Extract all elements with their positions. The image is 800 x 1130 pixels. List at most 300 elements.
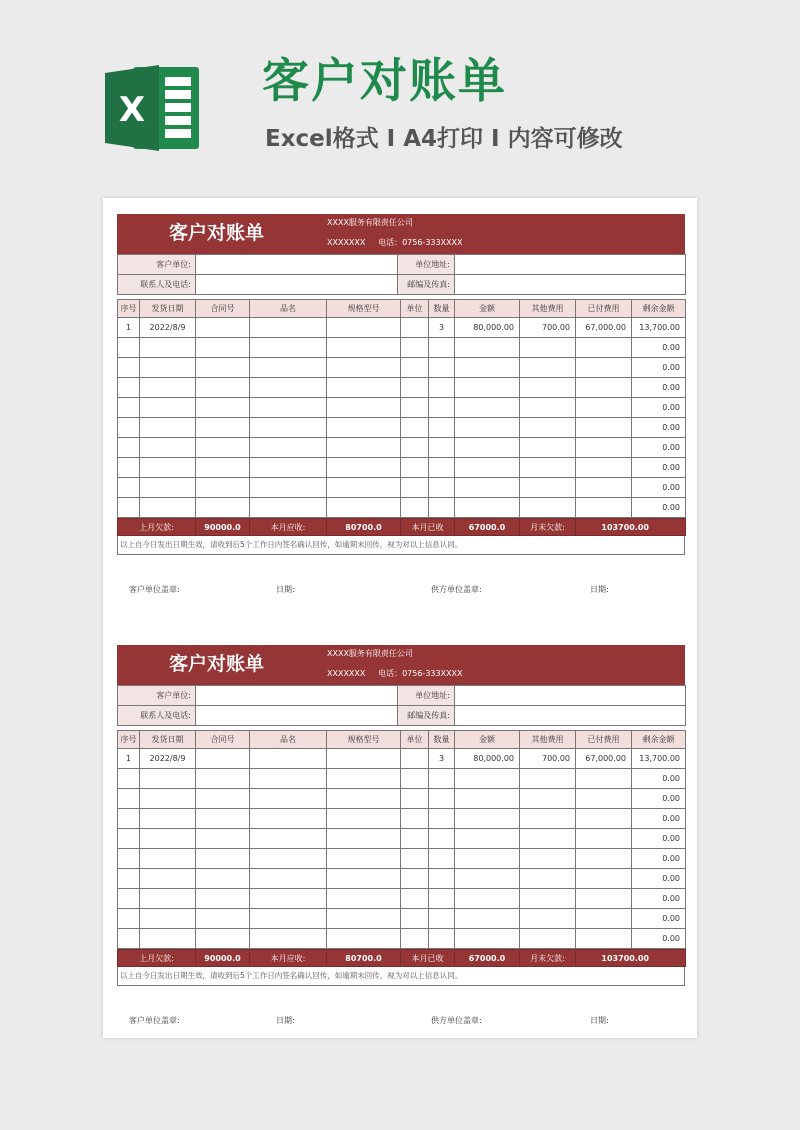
table-cell[interactable] [401, 458, 429, 478]
table-cell[interactable] [140, 849, 196, 869]
table-cell[interactable] [576, 498, 632, 518]
table-cell[interactable] [140, 809, 196, 829]
table-cell[interactable] [520, 498, 576, 518]
table-cell[interactable] [401, 769, 429, 789]
table-cell[interactable] [250, 889, 327, 909]
table-cell[interactable] [401, 358, 429, 378]
table-cell[interactable] [576, 378, 632, 398]
table-cell[interactable] [401, 438, 429, 458]
table-cell[interactable] [250, 498, 327, 518]
table-cell[interactable] [196, 889, 250, 909]
table-row [118, 849, 686, 869]
table-cell[interactable] [196, 418, 250, 438]
table-cell[interactable] [429, 929, 455, 949]
this-month-received-value: 67000.0 [455, 950, 520, 967]
table-cell[interactable]: 2022/8/9 [140, 749, 196, 769]
table-cell[interactable] [140, 378, 196, 398]
table-cell[interactable] [118, 869, 140, 889]
table-cell[interactable] [520, 338, 576, 358]
client-seal-label: 客户单位盖章: [129, 585, 180, 594]
table-cell[interactable] [520, 929, 576, 949]
table-cell[interactable] [429, 789, 455, 809]
table-cell[interactable] [118, 849, 140, 869]
table-cell[interactable] [576, 438, 632, 458]
table-cell[interactable] [140, 358, 196, 378]
table-cell[interactable]: 0.00 [632, 809, 686, 829]
table-cell[interactable] [455, 438, 520, 458]
table-cell[interactable] [455, 398, 520, 418]
table-cell[interactable] [576, 909, 632, 929]
table-row [118, 498, 686, 518]
table-cell[interactable] [327, 909, 401, 929]
column-header: 发货日期 [140, 731, 196, 749]
last-month-debt-label: 上月欠款: [118, 519, 196, 536]
column-header: 序号 [118, 300, 140, 318]
email-fax-label: 邮编及传真: [398, 706, 455, 726]
table-cell[interactable]: 0.00 [632, 418, 686, 438]
table-cell[interactable] [576, 889, 632, 909]
table-cell[interactable] [401, 498, 429, 518]
table-cell[interactable] [196, 829, 250, 849]
last-month-debt-label: 上月欠款: [118, 950, 196, 967]
company-name: XXXX服务有限责任公司 [327, 218, 413, 227]
table-cell[interactable] [327, 338, 401, 358]
table-cell[interactable] [327, 829, 401, 849]
column-header: 剩余金额 [632, 731, 686, 749]
table-cell[interactable] [429, 478, 455, 498]
table-cell[interactable]: 0.00 [632, 829, 686, 849]
table-cell[interactable] [250, 829, 327, 849]
table-cell[interactable] [429, 338, 455, 358]
table-cell[interactable] [520, 769, 576, 789]
table-cell[interactable] [520, 378, 576, 398]
table-cell[interactable] [250, 458, 327, 478]
company-name: XXXX服务有限责任公司 [327, 649, 413, 658]
table-cell[interactable] [455, 478, 520, 498]
table-cell[interactable] [140, 398, 196, 418]
client-unit-cell[interactable] [196, 686, 398, 706]
table-cell[interactable] [327, 458, 401, 478]
table-cell[interactable] [455, 338, 520, 358]
table-cell[interactable] [401, 789, 429, 809]
table-cell[interactable] [520, 889, 576, 909]
table-cell[interactable] [140, 498, 196, 518]
table-cell[interactable] [455, 909, 520, 929]
table-cell[interactable] [429, 889, 455, 909]
table-cell[interactable] [196, 809, 250, 829]
client-unit-label: 客户单位: [118, 686, 196, 706]
table-cell[interactable] [118, 398, 140, 418]
supplier-seal-label: 供方单位盖章: [431, 1016, 482, 1025]
table-cell[interactable] [196, 909, 250, 929]
table-cell[interactable]: 80,000.00 [455, 318, 520, 338]
table-cell[interactable] [401, 478, 429, 498]
table-cell[interactable]: 700.00 [520, 749, 576, 769]
table-row [118, 889, 686, 909]
table-cell[interactable]: 0.00 [632, 889, 686, 909]
column-header: 品名 [250, 731, 327, 749]
table-cell[interactable]: 0.00 [632, 869, 686, 889]
client-info-table [117, 685, 686, 726]
table-cell[interactable] [250, 929, 327, 949]
table-cell[interactable] [327, 809, 401, 829]
table-cell[interactable] [140, 869, 196, 889]
table-cell[interactable] [196, 398, 250, 418]
table-row [118, 789, 686, 809]
unit-address-cell[interactable] [455, 255, 686, 275]
table-cell[interactable] [401, 338, 429, 358]
table-row [118, 338, 686, 358]
table-cell[interactable]: 0.00 [632, 378, 686, 398]
table-cell[interactable] [250, 318, 327, 338]
table-cell[interactable]: 13,700.00 [632, 749, 686, 769]
table-cell[interactable]: 1 [118, 749, 140, 769]
table-cell[interactable] [401, 849, 429, 869]
table-cell[interactable] [250, 849, 327, 869]
table-cell[interactable] [196, 769, 250, 789]
table-row [118, 418, 686, 438]
column-header: 合同号 [196, 300, 250, 318]
table-cell[interactable] [429, 378, 455, 398]
table-cell[interactable] [327, 929, 401, 949]
table-cell[interactable] [250, 789, 327, 809]
table-cell[interactable] [520, 809, 576, 829]
table-cell[interactable] [196, 458, 250, 478]
contact-phone-label: 联系人及电话: [118, 706, 196, 726]
table-cell[interactable] [455, 458, 520, 478]
table-cell[interactable] [401, 909, 429, 929]
table-cell[interactable] [118, 478, 140, 498]
statement-header [117, 214, 685, 254]
table-cell[interactable] [250, 338, 327, 358]
column-header: 发货日期 [140, 300, 196, 318]
signature-row-1 [117, 584, 685, 598]
column-header: 金额 [455, 300, 520, 318]
table-cell[interactable] [327, 849, 401, 869]
summary-row [117, 949, 686, 967]
supplier-seal-label: 供方单位盖章: [431, 585, 482, 594]
table-cell[interactable] [327, 398, 401, 418]
table-cell[interactable] [576, 809, 632, 829]
table-cell[interactable]: 0.00 [632, 398, 686, 418]
table-cell[interactable] [429, 438, 455, 458]
table-cell[interactable] [520, 478, 576, 498]
table-cell[interactable] [520, 458, 576, 478]
table-cell[interactable] [140, 829, 196, 849]
table-cell[interactable] [327, 869, 401, 889]
table-cell[interactable] [576, 358, 632, 378]
table-cell[interactable] [140, 338, 196, 358]
table-cell[interactable]: 0.00 [632, 338, 686, 358]
contact-phone-cell[interactable] [196, 275, 398, 295]
document-page [103, 198, 697, 1038]
table-cell[interactable] [250, 418, 327, 438]
table-header-row [118, 300, 686, 318]
table-row [118, 378, 686, 398]
client-unit-cell[interactable] [196, 255, 398, 275]
table-cell[interactable] [520, 829, 576, 849]
table-cell[interactable]: 1 [118, 318, 140, 338]
table-cell[interactable] [327, 749, 401, 769]
table-cell[interactable] [196, 318, 250, 338]
table-cell[interactable] [196, 929, 250, 949]
table-cell[interactable] [576, 789, 632, 809]
table-cell[interactable] [250, 398, 327, 418]
table-cell[interactable] [401, 398, 429, 418]
table-cell[interactable] [401, 809, 429, 829]
table-cell[interactable] [196, 498, 250, 518]
table-cell[interactable] [118, 498, 140, 518]
table-cell[interactable] [250, 869, 327, 889]
table-cell[interactable] [401, 378, 429, 398]
table-cell[interactable] [576, 849, 632, 869]
this-month-due-label: 本月应收: [250, 519, 327, 536]
table-cell[interactable] [455, 378, 520, 398]
table-cell[interactable]: 80,000.00 [455, 749, 520, 769]
table-cell[interactable] [520, 438, 576, 458]
table-cell[interactable] [520, 909, 576, 929]
table-cell[interactable] [250, 478, 327, 498]
table-cell[interactable] [576, 869, 632, 889]
table-cell[interactable] [576, 418, 632, 438]
table-cell[interactable] [455, 418, 520, 438]
column-header: 数量 [429, 731, 455, 749]
table-cell[interactable] [250, 909, 327, 929]
table-cell[interactable] [327, 438, 401, 458]
table-cell[interactable] [196, 749, 250, 769]
table-cell[interactable] [118, 829, 140, 849]
email-fax-label: 邮编及传真: [398, 275, 455, 295]
table-cell[interactable] [118, 929, 140, 949]
table-cell[interactable] [327, 358, 401, 378]
table-cell[interactable] [455, 358, 520, 378]
table-cell[interactable]: 67,000.00 [576, 749, 632, 769]
table-cell[interactable] [327, 318, 401, 338]
table-cell[interactable] [196, 849, 250, 869]
confirmation-note: 以上自今日发出日期生效，请收到后5个工作日内签名确认回传，如逾期未回传，视为对以上信息认同。 [117, 536, 685, 555]
date-label: 日期: [590, 585, 609, 594]
table-cell[interactable] [455, 809, 520, 829]
table-cell[interactable] [327, 478, 401, 498]
table-cell[interactable] [455, 769, 520, 789]
column-header: 品名 [250, 300, 327, 318]
table-cell[interactable] [576, 338, 632, 358]
table-row [118, 769, 686, 789]
table-cell[interactable] [429, 458, 455, 478]
table-row [118, 809, 686, 829]
table-cell[interactable]: 67,000.00 [576, 318, 632, 338]
table-cell[interactable] [576, 829, 632, 849]
table-cell[interactable]: 0.00 [632, 909, 686, 929]
table-cell[interactable] [327, 769, 401, 789]
table-cell[interactable] [327, 418, 401, 438]
email-fax-cell[interactable] [455, 706, 686, 726]
table-cell[interactable] [520, 398, 576, 418]
statement-header [117, 645, 685, 685]
table-cell[interactable] [429, 358, 455, 378]
table-cell[interactable] [455, 929, 520, 949]
table-cell[interactable] [196, 789, 250, 809]
table-cell[interactable] [429, 498, 455, 518]
table-cell[interactable] [327, 789, 401, 809]
date-label: 日期: [276, 1016, 295, 1025]
table-cell[interactable] [118, 378, 140, 398]
table-cell[interactable]: 3 [429, 749, 455, 769]
table-cell[interactable] [196, 478, 250, 498]
table-cell[interactable] [520, 849, 576, 869]
table-row [118, 398, 686, 418]
table-cell[interactable] [250, 749, 327, 769]
table-cell[interactable] [140, 929, 196, 949]
table-row [118, 358, 686, 378]
items-body [118, 749, 686, 949]
table-cell[interactable] [196, 378, 250, 398]
table-cell[interactable] [401, 418, 429, 438]
table-cell[interactable] [118, 358, 140, 378]
table-cell[interactable] [140, 418, 196, 438]
contact-phone-cell[interactable] [196, 706, 398, 726]
table-cell[interactable] [401, 869, 429, 889]
table-cell[interactable] [520, 418, 576, 438]
statement-title: 客户对账单 [169, 222, 265, 244]
column-header: 金额 [455, 731, 520, 749]
unit-address-cell[interactable] [455, 686, 686, 706]
contact-phone-label: 联系人及电话: [118, 275, 196, 295]
table-cell[interactable]: 0.00 [632, 849, 686, 869]
table-cell[interactable] [118, 338, 140, 358]
table-cell[interactable] [401, 889, 429, 909]
table-row [118, 829, 686, 849]
items-table [117, 299, 686, 518]
table-cell[interactable] [429, 809, 455, 829]
table-cell[interactable] [576, 929, 632, 949]
table-cell[interactable] [455, 829, 520, 849]
table-cell[interactable] [520, 869, 576, 889]
table-cell[interactable] [429, 869, 455, 889]
table-cell[interactable] [140, 478, 196, 498]
table-cell[interactable] [250, 809, 327, 829]
table-cell[interactable] [401, 929, 429, 949]
table-cell[interactable]: 0.00 [632, 769, 686, 789]
table-cell[interactable]: 3 [429, 318, 455, 338]
table-cell[interactable] [140, 889, 196, 909]
table-cell[interactable]: 13,700.00 [632, 318, 686, 338]
table-cell[interactable] [140, 909, 196, 929]
table-cell[interactable] [401, 318, 429, 338]
table-cell[interactable] [455, 789, 520, 809]
table-cell[interactable] [455, 498, 520, 518]
table-cell[interactable] [140, 458, 196, 478]
table-cell[interactable] [455, 889, 520, 909]
table-cell[interactable] [118, 769, 140, 789]
excel-logo-letter: X [118, 90, 146, 130]
last-month-debt-value: 90000.0 [196, 519, 250, 536]
table-cell[interactable] [576, 398, 632, 418]
table-cell[interactable] [196, 338, 250, 358]
column-header: 已付费用 [576, 731, 632, 749]
table-cell[interactable]: 0.00 [632, 438, 686, 458]
client-unit-label: 客户单位: [118, 255, 196, 275]
column-header: 规格型号 [327, 300, 401, 318]
table-cell[interactable] [429, 418, 455, 438]
column-header: 其他费用 [520, 731, 576, 749]
table-row [118, 749, 686, 769]
table-cell[interactable] [429, 398, 455, 418]
table-cell[interactable] [118, 889, 140, 909]
table-row [118, 929, 686, 949]
table-cell[interactable] [429, 769, 455, 789]
client-seal-label: 客户单位盖章: [129, 1016, 180, 1025]
table-row [118, 458, 686, 478]
items-table [117, 730, 686, 949]
client-info-table [117, 254, 686, 295]
table-cell[interactable] [140, 438, 196, 458]
column-header: 序号 [118, 731, 140, 749]
table-cell[interactable] [118, 438, 140, 458]
table-cell[interactable] [140, 789, 196, 809]
table-cell[interactable] [576, 769, 632, 789]
table-cell[interactable] [455, 869, 520, 889]
table-cell[interactable] [118, 909, 140, 929]
table-cell[interactable] [429, 909, 455, 929]
this-month-received-label: 本月已收 [401, 519, 455, 536]
table-row [118, 869, 686, 889]
table-cell[interactable] [196, 869, 250, 889]
table-cell[interactable]: 0.00 [632, 498, 686, 518]
table-cell[interactable] [520, 358, 576, 378]
table-cell[interactable] [429, 849, 455, 869]
table-cell[interactable] [429, 829, 455, 849]
table-cell[interactable]: 0.00 [632, 458, 686, 478]
table-cell[interactable] [576, 458, 632, 478]
table-cell[interactable]: 0.00 [632, 358, 686, 378]
table-cell[interactable] [196, 358, 250, 378]
table-cell[interactable] [401, 749, 429, 769]
table-cell[interactable] [250, 769, 327, 789]
table-cell[interactable] [327, 378, 401, 398]
email-fax-cell[interactable] [455, 275, 686, 295]
table-cell[interactable] [327, 498, 401, 518]
this-month-due-value: 80700.0 [327, 519, 401, 536]
statement-title: 客户对账单 [169, 653, 265, 675]
table-cell[interactable] [401, 829, 429, 849]
table-cell[interactable] [520, 789, 576, 809]
banner-subtitle: Excel格式 I A4打印 I 内容可修改 [265, 126, 623, 152]
table-cell[interactable] [250, 378, 327, 398]
company-contact: XXXXXXX 电话：0756-333XXXX [327, 238, 463, 247]
table-cell[interactable] [118, 418, 140, 438]
column-header: 合同号 [196, 731, 250, 749]
table-cell[interactable]: 0.00 [632, 789, 686, 809]
table-cell[interactable] [196, 438, 250, 458]
table-cell[interactable]: 0.00 [632, 478, 686, 498]
table-cell[interactable]: 700.00 [520, 318, 576, 338]
table-cell[interactable] [140, 769, 196, 789]
table-cell[interactable] [327, 889, 401, 909]
table-cell[interactable] [576, 478, 632, 498]
table-cell[interactable] [118, 809, 140, 829]
table-cell[interactable]: 0.00 [632, 929, 686, 949]
column-header: 数量 [429, 300, 455, 318]
table-cell[interactable]: 2022/8/9 [140, 318, 196, 338]
table-cell[interactable] [118, 789, 140, 809]
table-cell[interactable] [118, 458, 140, 478]
table-cell[interactable] [455, 849, 520, 869]
table-cell[interactable] [250, 438, 327, 458]
table-cell[interactable] [250, 358, 327, 378]
statement-form-2 [117, 645, 685, 986]
unit-address-label: 单位地址: [398, 686, 455, 706]
